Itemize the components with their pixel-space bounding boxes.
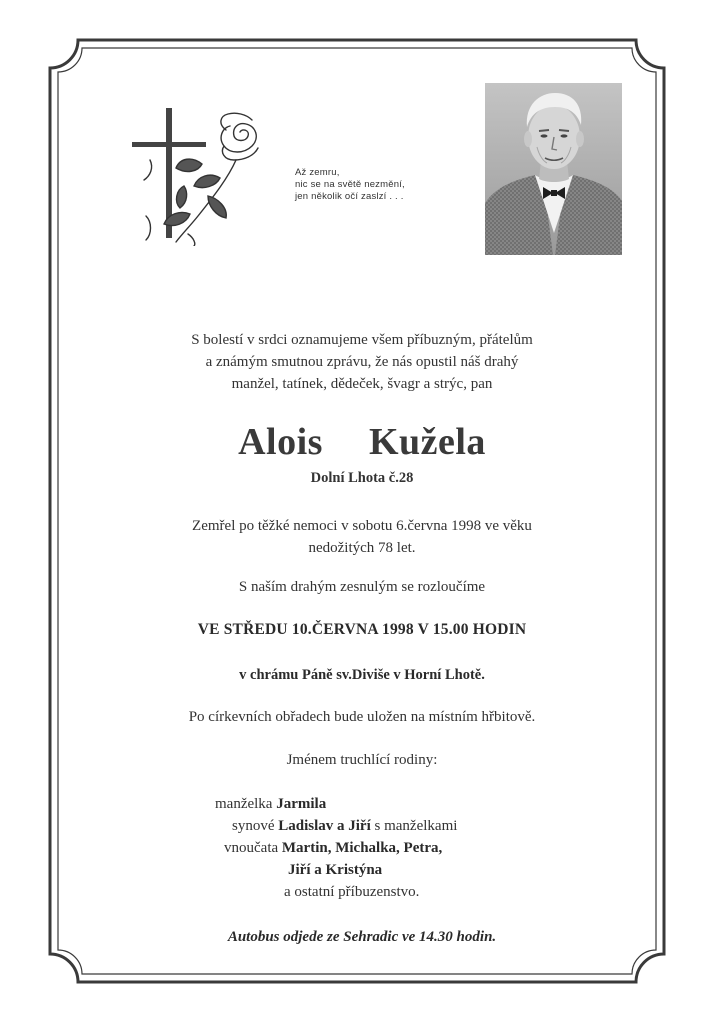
death-notice-line: nedožitých 78 let. [308,540,416,556]
family-intro: Jménem truchlící rodiny: [286,752,438,768]
intro-line: a známým smutnou zprávu, že nás opustil náš drahý [205,354,519,370]
death-notice [60,515,664,559]
mourner-names: Martin, Michalka, Petra, [281,840,443,856]
intro-line: manžel, tatínek, dědeček, švagr a strýc, pan [231,376,493,392]
mourner-relation: synové [232,818,275,834]
deceased-name [60,420,664,464]
poem [295,167,405,203]
mourner-row [224,838,442,860]
mourner-names: Jiří a Kristýna [288,862,383,878]
bus-notice: Autobus odjede ze Sehradic ve 14.30 hodin. [227,929,497,945]
mourner-row [288,860,382,882]
mourner-names: Ladislav a Jiří [278,818,371,834]
mourner-relation: vnoučata [224,840,279,856]
announcement-intro [60,329,664,395]
ceremony-datetime: VE STŘEDU 10.ČERVNA 1998 V 15.00 HODIN [197,621,527,638]
cross-rose-icon [128,106,273,246]
mourner-row [284,882,419,904]
mourner-row [215,794,326,816]
poem-line: jen několik očí zaslzí . . . [295,191,404,202]
mourner-names: Jarmila [276,796,327,812]
mourner-row [232,816,457,838]
mourner-relation: manželka [215,796,273,812]
intro-line: S bolestí v srdci oznamujeme všem příbuzným, přátelům [191,332,533,348]
mourner-suffix: a ostatní příbuzenstvo. [284,884,420,900]
farewell-text: S naším drahým zesnulým se rozloučíme [238,579,486,595]
ceremony-place: v chrámu Páně sv.Diviše v Horní Lhotě. [239,667,485,683]
burial-text: Po církevních obřadech bude uložen na místním hřbitově. [188,709,536,725]
portrait-photo [485,83,622,255]
deceased-address: Dolní Lhota č.28 [310,470,414,486]
mourner-suffix: s manželkami [374,818,458,834]
last-name: Kužela [368,421,486,463]
poem-line: nic se na světě nezmění, [295,179,405,190]
death-notice-line: Zemřel po těžké nemoci v sobotu 6.června 1998 ve věku [192,518,532,534]
poem-line: Až zemru, [295,167,340,178]
first-name: Alois [238,421,323,463]
